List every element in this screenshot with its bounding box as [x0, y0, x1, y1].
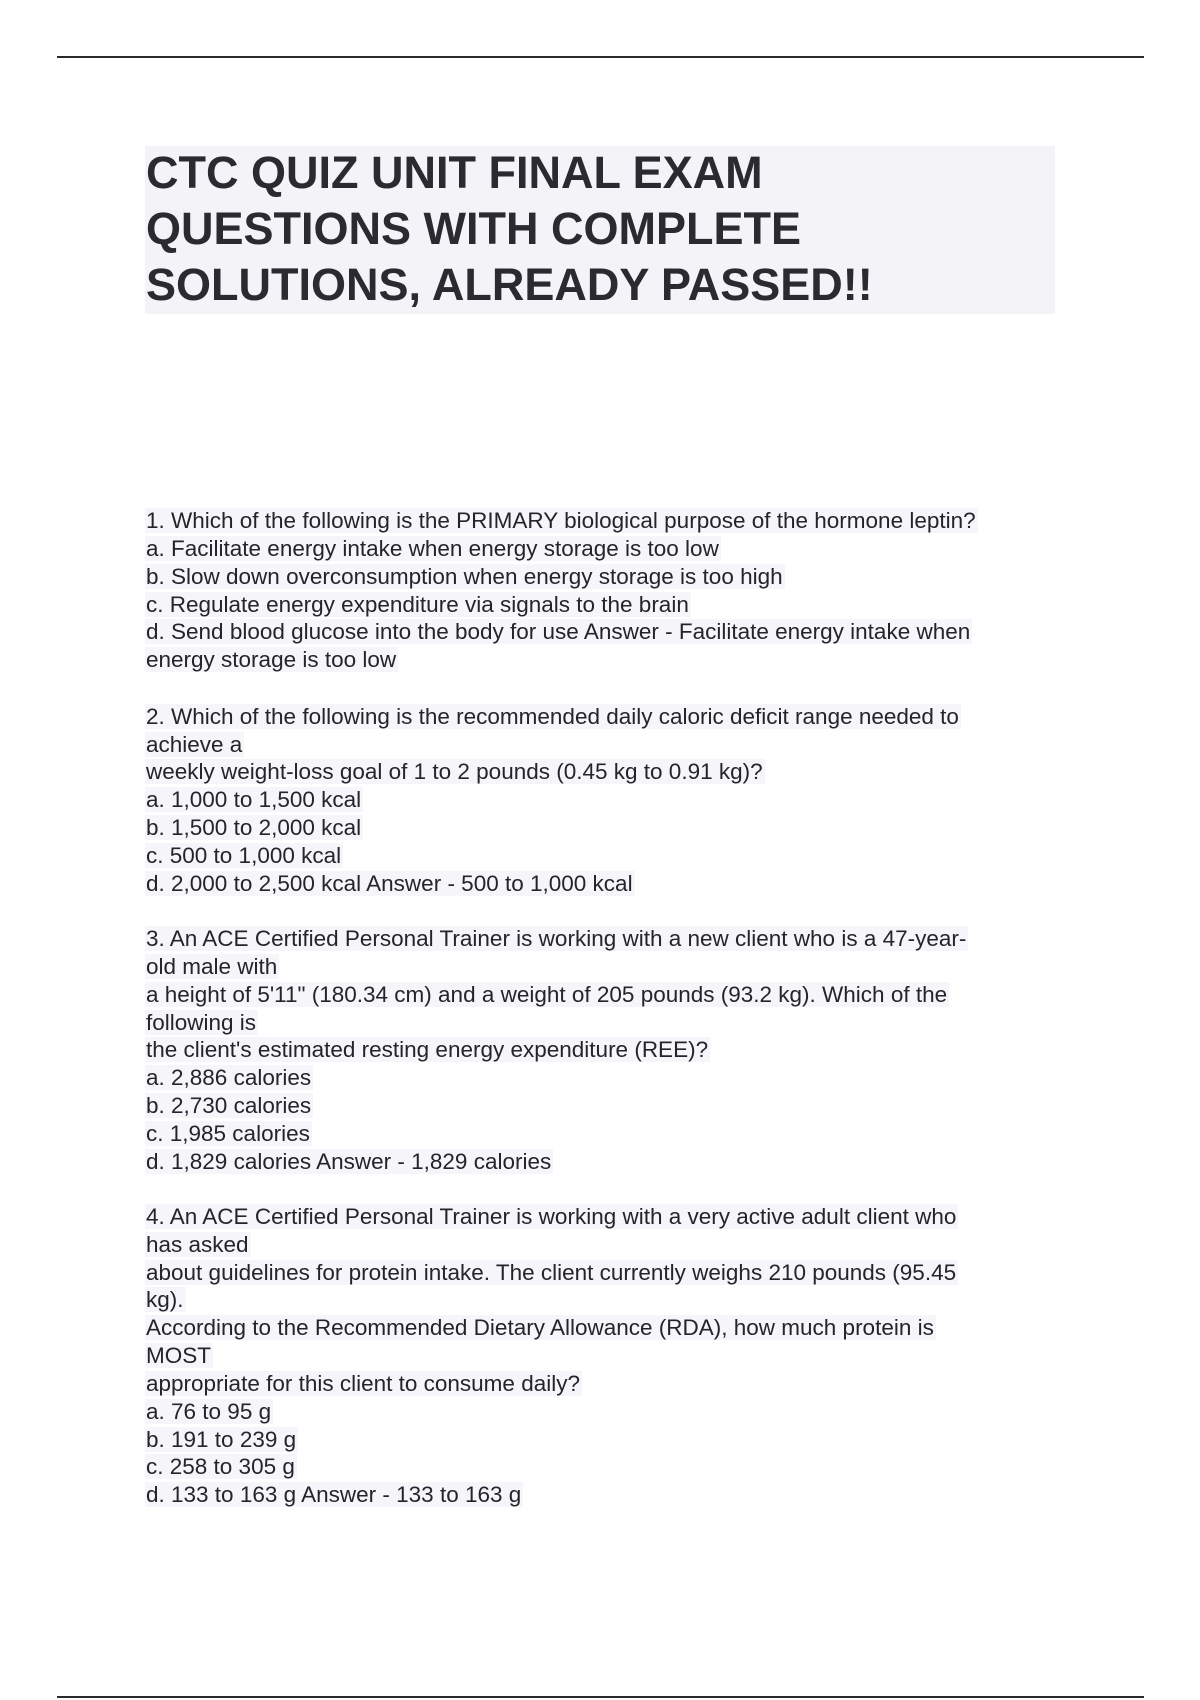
question-line: b. Slow down overconsumption when energy storage is too high	[146, 564, 783, 589]
question-line: 2. Which of the following is the recommended daily caloric deficit range needed to	[146, 704, 959, 729]
question-line: the client's estimated resting energy expenditure (REE)?	[146, 1037, 709, 1062]
question-line: achieve a	[146, 732, 243, 757]
question-line: has asked	[146, 1232, 249, 1257]
question-line: a. Facilitate energy intake when energy storage is too low	[146, 536, 719, 561]
question-line: According to the Recommended Dietary Allowance (RDA), how much protein is	[146, 1315, 934, 1340]
question-line: appropriate for this client to consume daily?	[146, 1371, 580, 1396]
question-line: d. 1,829 calories Answer - 1,829 calories	[146, 1149, 552, 1174]
question-line: c. 258 to 305 g	[146, 1454, 295, 1479]
document-title-line-1: CTC QUIZ UNIT FINAL EXAM	[146, 147, 763, 198]
question-line: old male with	[146, 954, 278, 979]
question-line: d. 133 to 163 g Answer - 133 to 163 g	[146, 1482, 522, 1507]
question-line: a. 2,886 calories	[146, 1065, 312, 1090]
question-line: a height of 5'11" (180.34 cm) and a weight of 205 pounds (93.2 kg). Which of the	[146, 982, 948, 1007]
question-line: kg).	[146, 1287, 184, 1312]
question-line: weekly weight-loss goal of 1 to 2 pounds (0.45 kg to 0.91 kg)?	[146, 759, 763, 784]
question-line: following is	[146, 1010, 257, 1035]
document-title-line-2: QUESTIONS WITH COMPLETE	[146, 203, 802, 254]
question-line: b. 191 to 239 g	[146, 1427, 297, 1452]
question-line: c. 500 to 1,000 kcal	[146, 843, 342, 868]
question-line: about guidelines for protein intake. The client currently weighs 210 pounds (95.45	[146, 1260, 957, 1285]
question-line: c. 1,985 calories	[146, 1121, 310, 1146]
question-line: d. 2,000 to 2,500 kcal Answer - 500 to 1,000 kcal	[146, 871, 633, 896]
question-line: 1. Which of the following is the PRIMARY biological purpose of the hormone leptin?	[146, 508, 976, 533]
question-line: 3. An ACE Certified Personal Trainer is working with a new client who is a 47-year-	[146, 926, 967, 951]
question-line: b. 2,730 calories	[146, 1093, 312, 1118]
question-line: MOST	[146, 1343, 211, 1368]
bottom-rule	[57, 1696, 1144, 1698]
top-rule	[57, 56, 1144, 58]
question-line: 4. An ACE Certified Personal Trainer is working with a very active adult client who	[146, 1204, 957, 1229]
question-line: energy storage is too low	[146, 647, 397, 672]
question-line: a. 76 to 95 g	[146, 1399, 272, 1424]
document-title-line-3: SOLUTIONS, ALREADY PASSED!!	[146, 259, 873, 310]
question-line: c. Regulate energy expenditure via signals to the brain	[146, 592, 689, 617]
question-line: a. 1,000 to 1,500 kcal	[146, 787, 362, 812]
question-line: b. 1,500 to 2,000 kcal	[146, 815, 362, 840]
question-line: d. Send blood glucose into the body for use Answer - Facilitate energy intake when	[146, 619, 971, 644]
